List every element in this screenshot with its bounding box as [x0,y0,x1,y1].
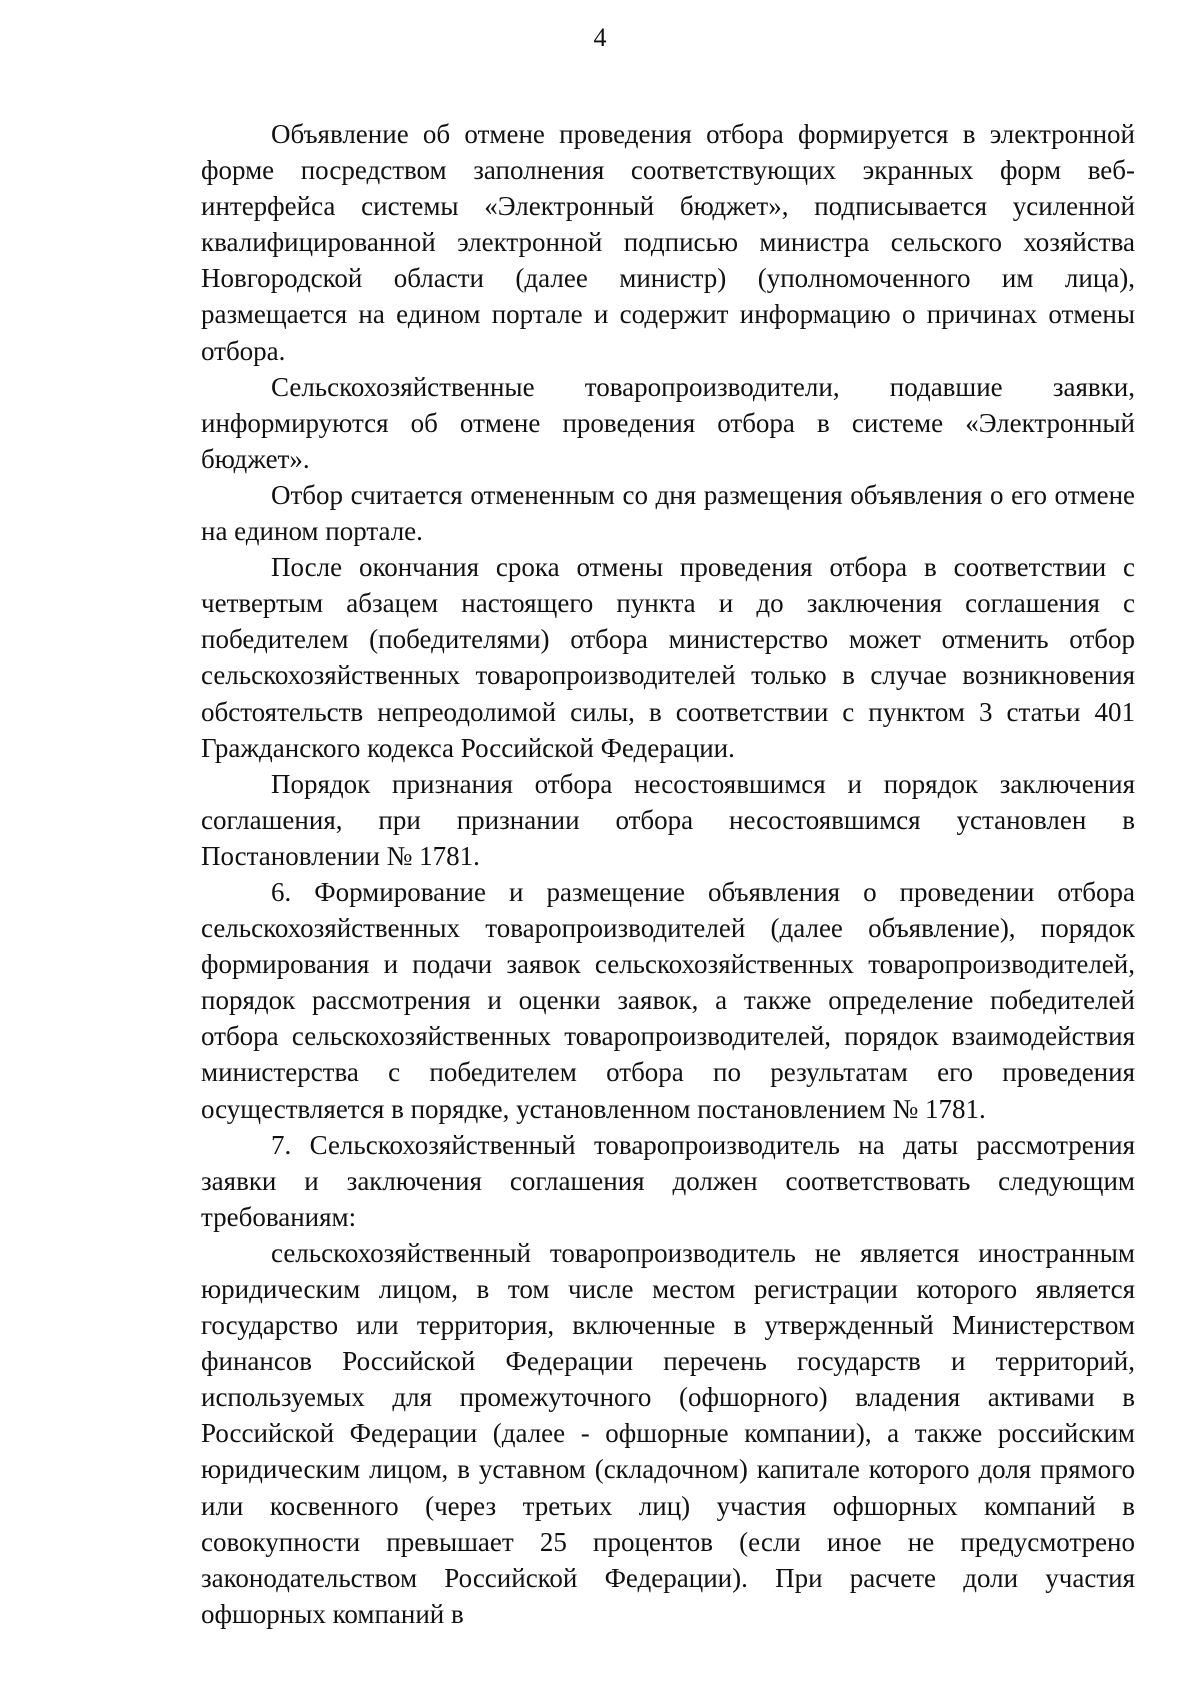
paragraph-producers-informed: Сельскохозяйственные товаропроизводители, подавшие заявки, информируются об отмене проведения отбора в системе «Электронный бюджет». [201,371,1135,474]
paragraph-cancellation-notice: Объявление об отмене проведения отбора формируется в электронной форме посредством заполнения соответствующих экранных форм веб-интерфейса системы «Электронный бюджет», подписывается усиленной квалифицированной электронной подписью министра сельского хозяйства Новгородской области (далее министр) (уполномоченного им лица), размещается на едином портале и содержит информацию о причинах отмены отбора. [201,119,1135,366]
page-number: 4 [593,23,607,52]
paragraph-item-6: 6. Формирование и размещение объявления о проведении отбора сельскохозяйственных товаропроизводителей (далее объявление), порядок формирования и подачи заявок сельскохозяйственных товаропроизводителей, порядок рассмотрения и оценки заявок, а также определение победителей отбора сельскохозяйственных товаропроизводителей, порядок взаимодействия министерства с победителем отбора по результатам его проведения осуществляется в порядке, установленном постановлением № 1781. [201,876,1135,1124]
paragraph-item-7: 7. Сельскохозяйственный товаропроизводитель на даты рассмотрения заявки и заключения соглашения должен соответствовать следующим требованиям: [201,1129,1135,1232]
paragraph-offshore-requirement: сельскохозяйственный товаропроизводитель не является иностранным юридическим лицом, в том числе местом регистрации которого является государство или территория, включенные в утвержденный Министерством финансов Российской Федерации перечень государств и территорий, используемых для промежуточного (офшорного) владения активами в Российской Федерации (далее - офшорные компании), а также российским юридическим лицом, в уставном (складочном) капитале которого доля прямого или косвенного (через третьих лиц) участия офшорных компаний в совокупности превышает 25 процентов (если иное не предусмотрено законодательством Российской Федерации). При расчете доли участия офшорных компаний в [201,1237,1135,1629]
paragraph-selection-cancelled: Отбор считается отмененным со дня размещения объявления о его отмене на едином портале. [201,479,1135,547]
paragraph-failed-selection: Порядок признания отбора несостоявшимся и порядок заключения соглашения, при признании отбора несостоявшимся установлен в Постановлении № 1781. [201,768,1135,871]
document-body [201,116,1135,1632]
paragraph-force-majeure: После окончания срока отмены проведения отбора в соответствии с четвертым абзацем настоящего пункта и до заключения соглашения с победителем (победителями) отбора министерство может отменить отбор сельскохозяйственных товаропроизводителей только в случае возникновения обстоятельств непреодолимой силы, в соответствии с пунктом 3 статьи 401 Гражданского кодекса Российской Федерации. [201,552,1135,763]
